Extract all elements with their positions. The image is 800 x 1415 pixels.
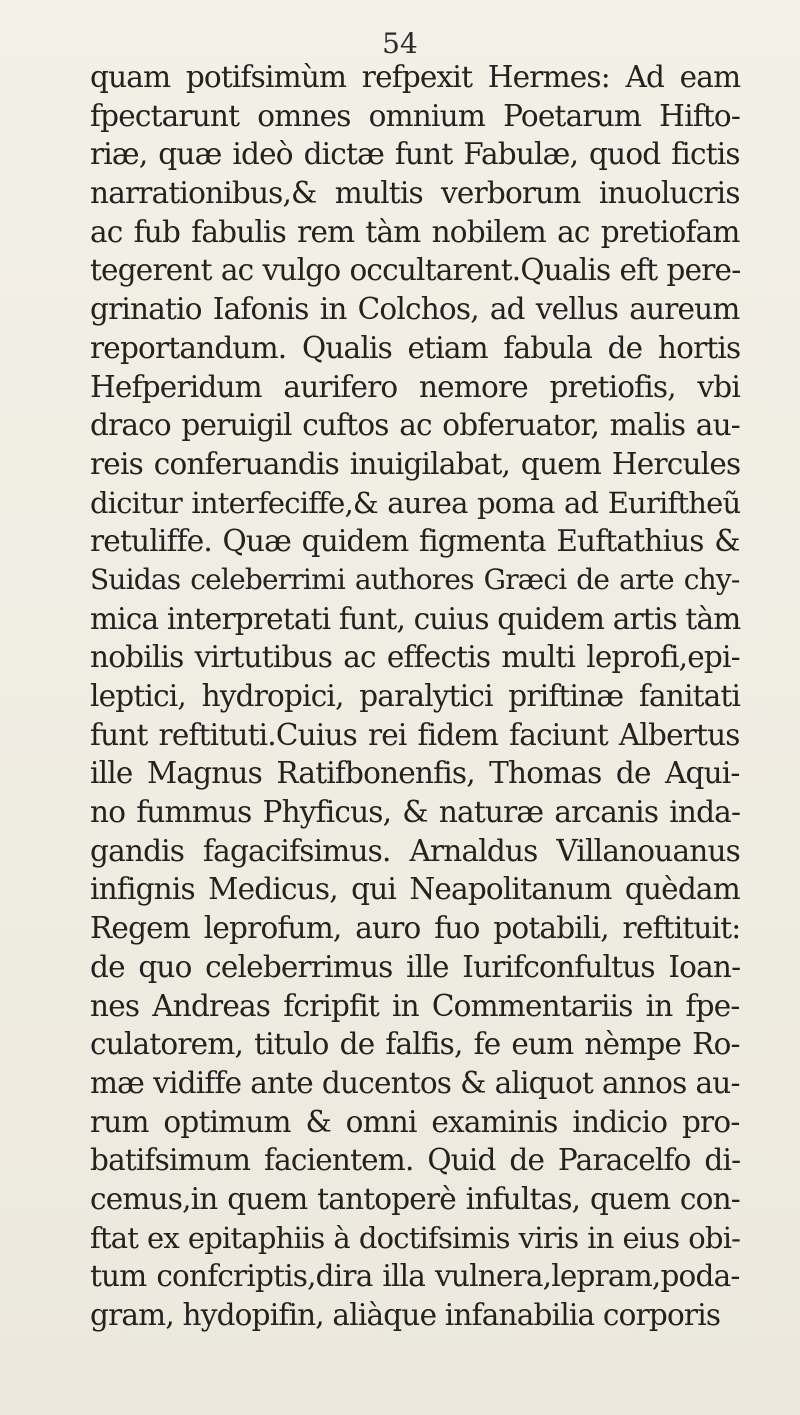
text-line: reis conferuandis inuigilabat, quem Hercules (90, 446, 741, 481)
text-line: riæ, quæ ideò dictæ funt Fabulæ, quod fictis (90, 137, 740, 172)
text-line: gram, hydopifin, aliàque infanabilia corporis (90, 1298, 721, 1332)
text-line: reportandum. Qualis etiam fabula de hortis (90, 330, 741, 365)
text-line: nes Andreas fcripfit in Commentariis in fpe- (90, 988, 740, 1023)
text-line: narrationibus,& multis verborum inuolucris (90, 176, 740, 211)
text-line: mæ vidiffe ante ducentos & aliquot annos au- (90, 1065, 740, 1100)
text-line: Hefperidum aurifero nemore pretiofis, vbi (90, 369, 741, 404)
text-line: culatorem, titulo de falfis, fe eum nèmpe Ro- (90, 1027, 740, 1062)
text-line: Regem leprofum, auro fuo potabili, reftituit: (90, 911, 741, 946)
text-line: nobilis virtutibus ac effectis multi leprofi,epi- (90, 640, 740, 675)
text-line: leptici, hydropici, paralytici priftinæ fanitati (90, 679, 741, 713)
page-number: 54 (382, 27, 418, 60)
text-line: tegerent ac vulgo occultarent.Qualis eft pere- (90, 253, 741, 288)
text-line: mica interpretati funt, cuius quidem artis tàm (90, 601, 741, 636)
text-line: Suidas celeberrimi authores Græci de arte chy- (90, 562, 740, 596)
text-line: dicitur interfeciffe,& aurea poma ad Euriftheũ (90, 485, 741, 520)
body-text (90, 58, 740, 1335)
text-line: ftat ex epitaphiis à doctifsimis viris in eius obi- (90, 1220, 741, 1255)
text-line: tum confcriptis,dira illa vulnera,lepram,poda- (90, 1259, 740, 1294)
text-line: grinatio Iafonis in Colchos, ad vellus aureum (90, 292, 740, 327)
text-line: ille Magnus Ratifbonenfis, Thomas de Aqui- (90, 756, 740, 791)
text-line: cemus,in quem tantoperè infultas, quem con- (90, 1181, 740, 1216)
text-line: no fummus Phyficus, & naturæ arcanis inda- (90, 795, 741, 830)
text-line: retuliffe. Quæ quidem figmenta Euftathius & (90, 524, 740, 559)
text-line: gandis fagacifsimus. Arnaldus Villanouanus (90, 833, 740, 868)
text-line: funt reftituti.Cuius rei fidem faciunt Albertus (90, 717, 740, 752)
text-line: fpectarunt omnes omnium Poetarum Hifto- (90, 98, 741, 133)
text-line: rum optimum & omni examinis indicio pro- (90, 1104, 740, 1139)
text-line: infignis Medicus, qui Neapolitanum quèdam (90, 872, 740, 907)
text-line: ac fub fabulis rem tàm nobilem ac pretiofam (90, 214, 740, 249)
text-line: batifsimum facientem. Quid de Paracelfo di- (90, 1143, 741, 1178)
text-line: de quo celeberrimus ille Iurifconfultus Ioan- (90, 949, 741, 984)
text-line: quam potifsimùm refpexit Hermes: Ad eam (90, 60, 741, 94)
text-line: draco peruigil cuftos ac obferuator, malis au- (90, 408, 740, 443)
